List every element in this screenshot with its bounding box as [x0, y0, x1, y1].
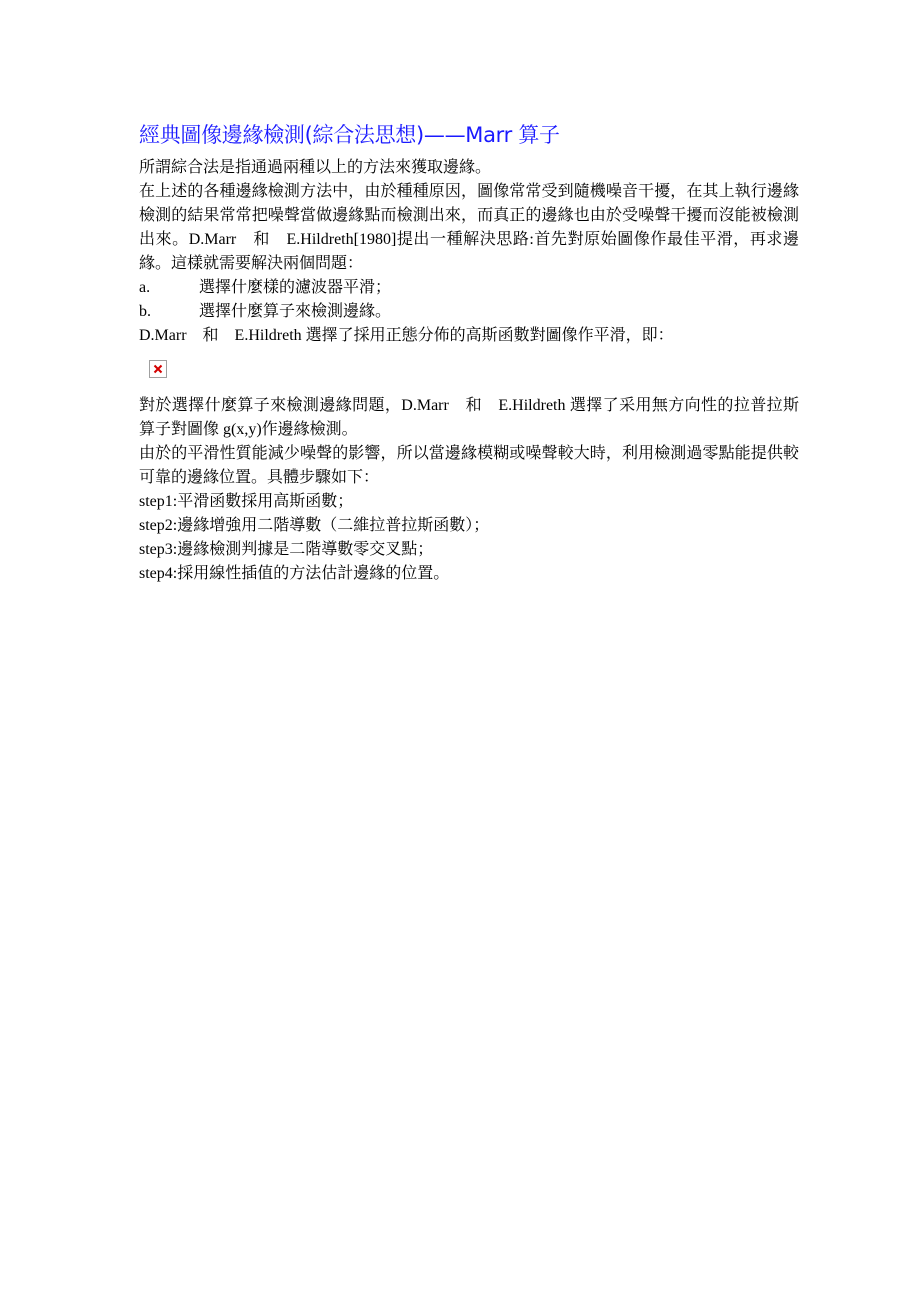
intro-paragraph: 所謂綜合法是指通過兩種以上的方法來獲取邊緣。	[139, 159, 492, 176]
list-marker: b.	[139, 303, 151, 320]
document-title: 經典圖像邊緣檢測(綜合法思想)——Marr 算子	[139, 123, 560, 147]
list-item	[139, 276, 799, 300]
broken-image-icon	[149, 360, 167, 378]
paragraph-3: 對於選擇什麼算子來檢測邊緣問題，D.Marr 和 E.Hildreth 選擇了采用無方向性的拉普拉斯算子對圖像 g(x,y)作邊緣檢測。	[139, 397, 799, 438]
list-marker: a.	[139, 279, 151, 296]
step-line: step3:邊緣檢測判據是二階導數零交叉點；	[139, 541, 434, 558]
step-line: step1:平滑函數採用高斯函數；	[139, 493, 354, 510]
close-x-glyph	[153, 364, 163, 374]
step-line: step4:採用線性插值的方法估計邊緣的位置。	[139, 565, 450, 582]
paragraph-4: 由於的平滑性質能減少噪聲的影響，所以當邊緣模糊或噪聲較大時，利用檢測過零點能提供較可靠的邊緣位置。具體步驟如下：	[139, 445, 799, 486]
list-item	[139, 300, 799, 324]
paragraph-2: D.Marr 和 E.Hildreth 選擇了採用正態分佈的高斯函數對圖像作平滑，即：	[139, 327, 674, 344]
document-page	[139, 118, 799, 586]
paragraph-1: 在上述的各種邊緣檢測方法中，由於種種原因，圖像常常受到隨機噪音干擾，在其上執行邊緣檢測的結果常常把噪聲當做邊緣點而檢測出來，而真正的邊緣也由於受噪聲干擾而沒能被檢測出來。D.Marr 和 E.Hildreth[1980]提出一種解決思路:首先對原始圖像作最佳平滑，再求邊緣。這樣就需要解決兩個問題：	[139, 183, 799, 272]
list-item-text: 選擇什麼算子來檢測邊緣。	[199, 303, 392, 320]
formula-image-container	[139, 348, 799, 394]
step-line: step2:邊緣增強用二階導數（二維拉普拉斯函數）；	[139, 517, 490, 534]
list-item-text: 選擇什麼樣的濾波器平滑；	[199, 279, 392, 296]
